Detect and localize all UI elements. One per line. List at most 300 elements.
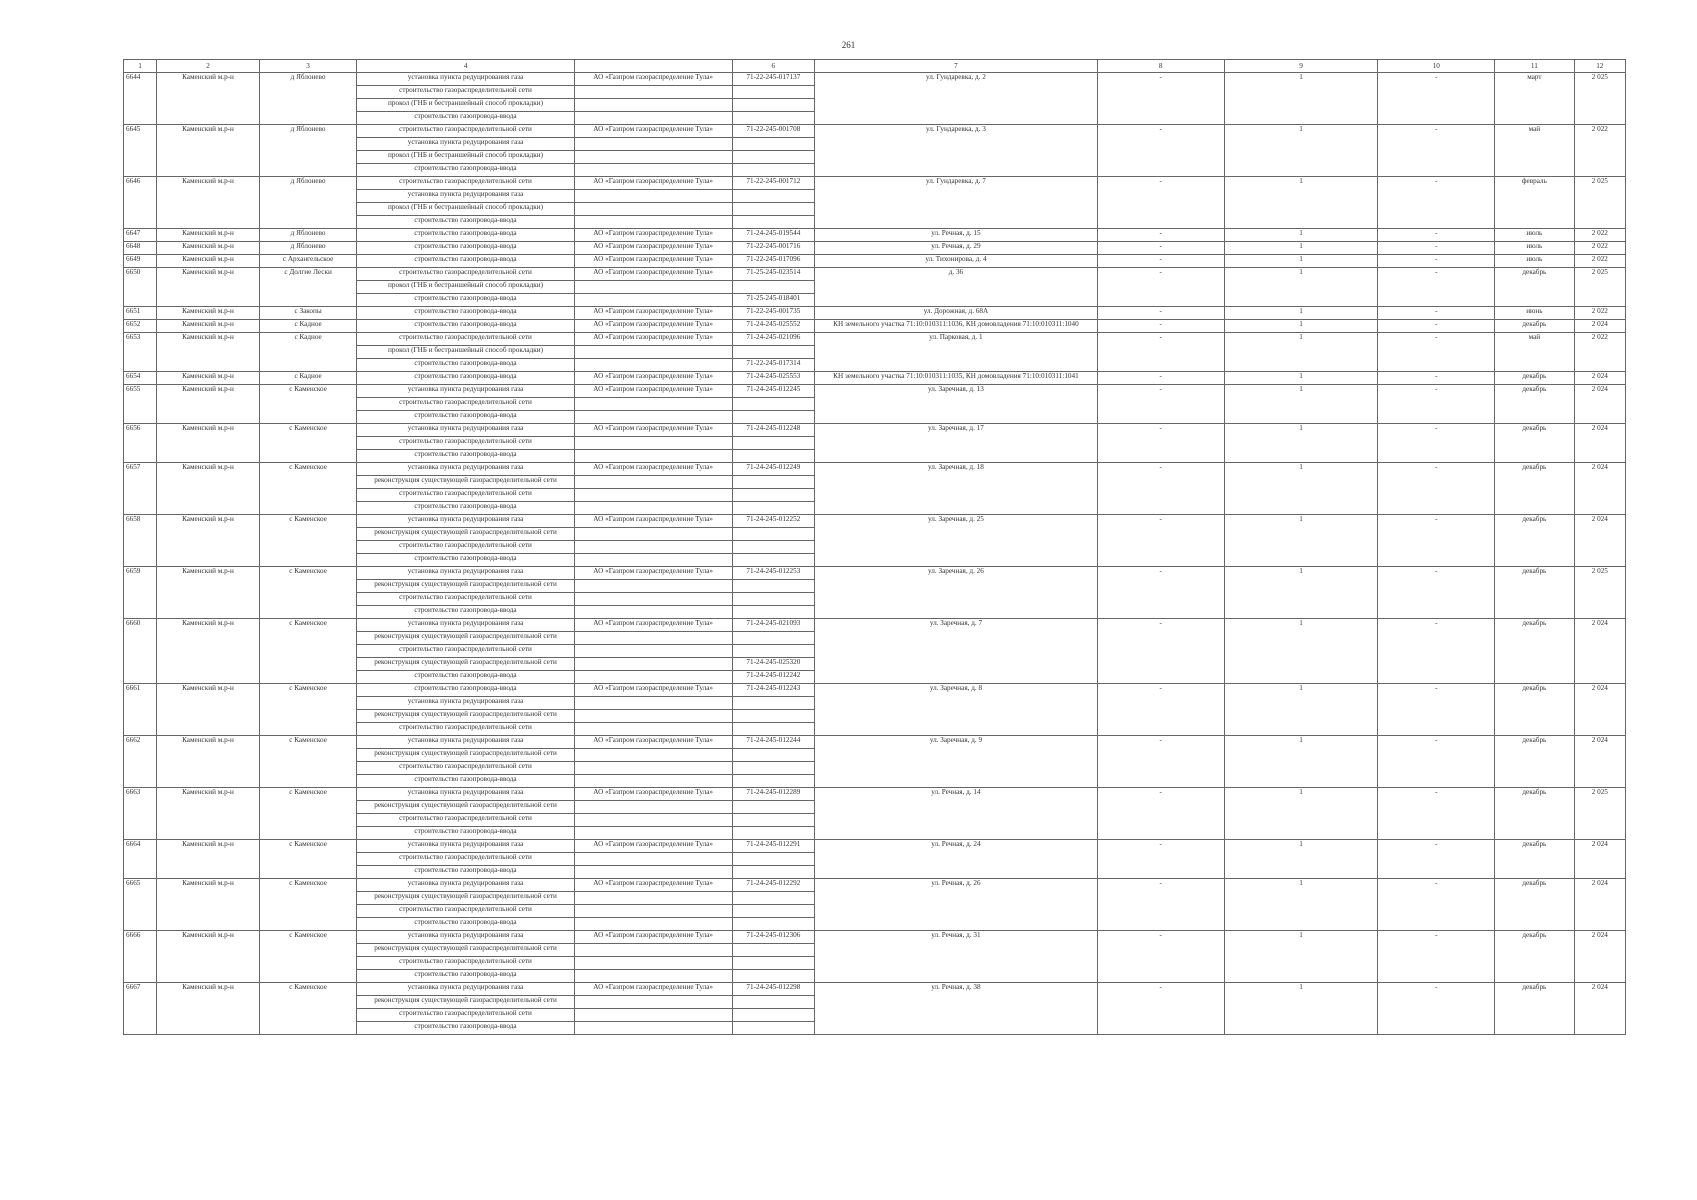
organization-cell: [574, 762, 732, 775]
col8-cell: -: [1097, 125, 1224, 177]
record-id-cell: 6661: [124, 684, 157, 736]
address-cell: ул. Речная, д. 38: [815, 983, 1098, 1035]
col9-cell: 1: [1224, 879, 1378, 931]
work-type-cell: прокол (ГНБ и бестраншейный способ прокладки): [357, 151, 574, 164]
col10-cell: -: [1378, 372, 1495, 385]
col8-cell: -: [1097, 229, 1224, 242]
work-type-cell: строительство газораспределительной сети: [357, 905, 574, 918]
organization-cell: [574, 853, 732, 866]
code-cell: [732, 411, 814, 424]
work-type-cell: установка пункта редуцирования газа: [357, 190, 574, 203]
col8-cell: -: [1097, 333, 1224, 372]
district-cell: Каменский м.р-н: [157, 307, 260, 320]
year-cell: 2 024: [1574, 385, 1625, 424]
address-cell: ул. Дорожная, д. 68А: [815, 307, 1098, 320]
code-cell: [732, 450, 814, 463]
year-cell: 2 025: [1574, 177, 1625, 229]
table-row: [124, 567, 1626, 580]
code-cell: 71-24-245-012253: [732, 567, 814, 580]
header-cell: 1: [124, 60, 157, 73]
locality-cell: д Яблонево: [259, 177, 357, 229]
organization-cell: [574, 970, 732, 983]
work-type-cell: строительство газораспределительной сети: [357, 853, 574, 866]
address-cell: ул. Заречная, д. 17: [815, 424, 1098, 463]
code-cell: [732, 632, 814, 645]
col10-cell: -: [1378, 463, 1495, 515]
organization-cell: АО «Газпром газораспределение Тула»: [574, 736, 732, 749]
code-cell: 71-24-245-012242: [732, 671, 814, 684]
col9-cell: 1: [1224, 736, 1378, 788]
work-type-cell: реконструкция существующей газораспределительной сети: [357, 749, 574, 762]
code-cell: [732, 398, 814, 411]
work-type-cell: строительство газораспределительной сети: [357, 541, 574, 554]
work-type-cell: строительство газопровода-ввода: [357, 671, 574, 684]
code-cell: [732, 892, 814, 905]
record-id-cell: 6654: [124, 372, 157, 385]
locality-cell: с Каменское: [259, 567, 357, 619]
month-cell: май: [1495, 125, 1574, 177]
code-cell: [732, 99, 814, 112]
work-type-cell: реконструкция существующей газораспределительной сети: [357, 710, 574, 723]
work-type-cell: реконструкция существующей газораспределительной сети: [357, 528, 574, 541]
col9-cell: 1: [1224, 242, 1378, 255]
table-row: [124, 255, 1626, 268]
month-cell: июнь: [1495, 307, 1574, 320]
col9-cell: 1: [1224, 125, 1378, 177]
code-cell: [732, 86, 814, 99]
organization-cell: [574, 892, 732, 905]
code-cell: [732, 528, 814, 541]
work-type-cell: прокол (ГНБ и бестраншейный способ прокладки): [357, 203, 574, 216]
work-type-cell: строительство газораспределительной сети: [357, 814, 574, 827]
month-cell: декабрь: [1495, 619, 1574, 684]
col9-cell: 1: [1224, 424, 1378, 463]
month-cell: декабрь: [1495, 788, 1574, 840]
table-row: [124, 307, 1626, 320]
district-cell: Каменский м.р-н: [157, 424, 260, 463]
col10-cell: -: [1378, 619, 1495, 684]
organization-cell: [574, 775, 732, 788]
code-cell: 71-24-245-012243: [732, 684, 814, 697]
col8-cell: -: [1097, 840, 1224, 879]
locality-cell: с Каменское: [259, 983, 357, 1035]
year-cell: 2 024: [1574, 515, 1625, 567]
header-cell: 6: [732, 60, 814, 73]
gasification-table: [123, 59, 1626, 1035]
work-type-cell: строительство газопровода-ввода: [357, 918, 574, 931]
code-cell: [732, 853, 814, 866]
work-type-cell: реконструкция существующей газораспределительной сети: [357, 996, 574, 1009]
col8-cell: -: [1097, 567, 1224, 619]
organization-cell: [574, 801, 732, 814]
work-type-cell: установка пункта редуцирования газа: [357, 424, 574, 437]
organization-cell: АО «Газпром газораспределение Тула»: [574, 385, 732, 398]
table-row: [124, 840, 1626, 853]
organization-cell: АО «Газпром газораспределение Тула»: [574, 320, 732, 333]
address-cell: ул. Речная, д. 24: [815, 840, 1098, 879]
table-row: [124, 385, 1626, 398]
record-id-cell: 6651: [124, 307, 157, 320]
code-cell: [732, 970, 814, 983]
month-cell: декабрь: [1495, 983, 1574, 1035]
table-row: [124, 242, 1626, 255]
address-cell: ул. Речная, д. 26: [815, 879, 1098, 931]
organization-cell: АО «Газпром газораспределение Тула»: [574, 879, 732, 892]
table-row: [124, 788, 1626, 801]
district-cell: Каменский м.р-н: [157, 125, 260, 177]
work-type-cell: строительство газопровода-ввода: [357, 866, 574, 879]
work-type-cell: строительство газораспределительной сети: [357, 957, 574, 970]
organization-cell: АО «Газпром газораспределение Тула»: [574, 177, 732, 190]
code-cell: [732, 996, 814, 1009]
work-type-cell: строительство газораспределительной сети: [357, 333, 574, 346]
year-cell: 2 024: [1574, 424, 1625, 463]
district-cell: Каменский м.р-н: [157, 463, 260, 515]
year-cell: 2 024: [1574, 931, 1625, 983]
address-cell: ул. Заречная, д. 18: [815, 463, 1098, 515]
col8-cell: -: [1097, 788, 1224, 840]
organization-cell: АО «Газпром газораспределение Тула»: [574, 788, 732, 801]
year-cell: 2 025: [1574, 788, 1625, 840]
work-type-cell: реконструкция существующей газораспределительной сети: [357, 801, 574, 814]
organization-cell: [574, 1022, 732, 1035]
work-type-cell: установка пункта редуцирования газа: [357, 515, 574, 528]
month-cell: декабрь: [1495, 931, 1574, 983]
record-id-cell: 6666: [124, 931, 157, 983]
month-cell: февраль: [1495, 177, 1574, 229]
page-number: 261: [841, 40, 856, 50]
work-type-cell: строительство газопровода-ввода: [357, 294, 574, 307]
col10-cell: -: [1378, 320, 1495, 333]
year-cell: 2 024: [1574, 840, 1625, 879]
district-cell: Каменский м.р-н: [157, 177, 260, 229]
code-cell: 71-22-245-017314: [732, 359, 814, 372]
code-cell: [732, 164, 814, 177]
code-cell: 71-24-245-012291: [732, 840, 814, 853]
col10-cell: -: [1378, 268, 1495, 307]
col8-cell: -: [1097, 268, 1224, 307]
col8-cell: -: [1097, 424, 1224, 463]
organization-cell: [574, 645, 732, 658]
year-cell: 2 025: [1574, 268, 1625, 307]
table-row: [124, 333, 1626, 346]
district-cell: Каменский м.р-н: [157, 879, 260, 931]
code-cell: [732, 710, 814, 723]
work-type-cell: реконструкция существующей газораспределительной сети: [357, 632, 574, 645]
month-cell: июль: [1495, 255, 1574, 268]
work-type-cell: прокол (ГНБ и бестраншейный способ прокладки): [357, 346, 574, 359]
organization-cell: АО «Газпром газораспределение Тула»: [574, 515, 732, 528]
locality-cell: с Каменское: [259, 463, 357, 515]
organization-cell: АО «Газпром газораспределение Тула»: [574, 463, 732, 476]
col8-cell: -: [1097, 255, 1224, 268]
month-cell: декабрь: [1495, 385, 1574, 424]
code-cell: [732, 801, 814, 814]
locality-cell: с Каменское: [259, 424, 357, 463]
organization-cell: [574, 151, 732, 164]
organization-cell: АО «Газпром газораспределение Тула»: [574, 424, 732, 437]
district-cell: Каменский м.р-н: [157, 268, 260, 307]
code-cell: [732, 749, 814, 762]
year-cell: 2 022: [1574, 255, 1625, 268]
header-cell: 11: [1495, 60, 1574, 73]
col10-cell: -: [1378, 125, 1495, 177]
code-cell: 71-24-245-019544: [732, 229, 814, 242]
col9-cell: 1: [1224, 268, 1378, 307]
locality-cell: с Каменское: [259, 385, 357, 424]
col9-cell: 1: [1224, 684, 1378, 736]
table-row: [124, 931, 1626, 944]
record-id-cell: 6660: [124, 619, 157, 684]
col10-cell: -: [1378, 684, 1495, 736]
header-cell: 3: [259, 60, 357, 73]
code-cell: [732, 905, 814, 918]
code-cell: 71-22-245-001708: [732, 125, 814, 138]
organization-cell: [574, 671, 732, 684]
work-type-cell: строительство газопровода-ввода: [357, 502, 574, 515]
work-type-cell: установка пункта редуцирования газа: [357, 983, 574, 996]
address-cell: ул. Парковая, д. 1: [815, 333, 1098, 372]
address-cell: ул. Гундаревка, д. 2: [815, 73, 1098, 125]
organization-cell: [574, 476, 732, 489]
locality-cell: с Каменское: [259, 736, 357, 788]
col10-cell: -: [1378, 567, 1495, 619]
work-type-cell: строительство газораспределительной сети: [357, 86, 574, 99]
work-type-cell: строительство газопровода-ввода: [357, 1022, 574, 1035]
table-row: [124, 983, 1626, 996]
organization-cell: [574, 697, 732, 710]
code-cell: [732, 580, 814, 593]
district-cell: Каменский м.р-н: [157, 385, 260, 424]
col10-cell: -: [1378, 788, 1495, 840]
code-cell: [732, 437, 814, 450]
organization-cell: [574, 359, 732, 372]
code-cell: 71-24-245-012289: [732, 788, 814, 801]
month-cell: декабрь: [1495, 840, 1574, 879]
col9-cell: 1: [1224, 840, 1378, 879]
organization-cell: АО «Газпром газораспределение Тула»: [574, 255, 732, 268]
address-cell: ул. Тихонирова, д. 4: [815, 255, 1098, 268]
col10-cell: -: [1378, 983, 1495, 1035]
work-type-cell: установка пункта редуцирования газа: [357, 73, 574, 86]
address-cell: д. 36: [815, 268, 1098, 307]
table-row: [124, 320, 1626, 333]
organization-cell: [574, 99, 732, 112]
code-cell: 71-25-245-018401: [732, 294, 814, 307]
table-row: [124, 372, 1626, 385]
code-cell: 71-24-245-012298: [732, 983, 814, 996]
district-cell: Каменский м.р-н: [157, 255, 260, 268]
district-cell: Каменский м.р-н: [157, 515, 260, 567]
table-row: [124, 619, 1626, 632]
record-id-cell: 6658: [124, 515, 157, 567]
col10-cell: -: [1378, 840, 1495, 879]
address-cell: КН земельного участка 71:10:010311:1036, КН домовладения 71:10:010311:1040: [815, 320, 1098, 333]
organization-cell: АО «Газпром газораспределение Тула»: [574, 307, 732, 320]
col9-cell: 1: [1224, 385, 1378, 424]
code-cell: [732, 762, 814, 775]
work-type-cell: строительство газопровода-ввода: [357, 307, 574, 320]
code-cell: [732, 814, 814, 827]
code-cell: 71-25-245-023514: [732, 268, 814, 281]
year-cell: 2 024: [1574, 320, 1625, 333]
organization-cell: [574, 580, 732, 593]
col9-cell: 1: [1224, 229, 1378, 242]
month-cell: май: [1495, 333, 1574, 372]
locality-cell: с Архангельское: [259, 255, 357, 268]
work-type-cell: строительство газопровода-ввода: [357, 359, 574, 372]
record-id-cell: 6647: [124, 229, 157, 242]
organization-cell: [574, 489, 732, 502]
year-cell: 2 024: [1574, 879, 1625, 931]
address-cell: ул. Речная, д. 29: [815, 242, 1098, 255]
locality-cell: с Каменское: [259, 619, 357, 684]
locality-cell: д Яблонево: [259, 242, 357, 255]
work-type-cell: строительство газораспределительной сети: [357, 125, 574, 138]
district-cell: Каменский м.р-н: [157, 73, 260, 125]
record-id-cell: 6663: [124, 788, 157, 840]
work-type-cell: строительство газопровода-ввода: [357, 775, 574, 788]
code-cell: [732, 216, 814, 229]
code-cell: 71-24-245-012248: [732, 424, 814, 437]
col9-cell: 1: [1224, 320, 1378, 333]
code-cell: [732, 138, 814, 151]
organization-cell: [574, 203, 732, 216]
col8-cell: -: [1097, 320, 1224, 333]
year-cell: 2 024: [1574, 736, 1625, 788]
code-cell: [732, 918, 814, 931]
code-cell: 71-24-245-012252: [732, 515, 814, 528]
code-cell: 71-24-245-025553: [732, 372, 814, 385]
work-type-cell: прокол (ГНБ и бестраншейный способ прокладки): [357, 281, 574, 294]
col8-cell: -: [1097, 385, 1224, 424]
organization-cell: [574, 294, 732, 307]
organization-cell: [574, 411, 732, 424]
col9-cell: 1: [1224, 177, 1378, 229]
work-type-cell: строительство газопровода-ввода: [357, 164, 574, 177]
district-cell: Каменский м.р-н: [157, 788, 260, 840]
month-cell: июль: [1495, 229, 1574, 242]
col9-cell: 1: [1224, 255, 1378, 268]
col9-cell: 1: [1224, 619, 1378, 684]
locality-cell: д Яблонево: [259, 73, 357, 125]
work-type-cell: строительство газопровода-ввода: [357, 229, 574, 242]
organization-cell: [574, 502, 732, 515]
record-id-cell: 6646: [124, 177, 157, 229]
organization-cell: АО «Газпром газораспределение Тула»: [574, 983, 732, 996]
organization-cell: АО «Газпром газораспределение Тула»: [574, 125, 732, 138]
col10-cell: -: [1378, 424, 1495, 463]
work-type-cell: установка пункта редуцирования газа: [357, 879, 574, 892]
locality-cell: д Яблонево: [259, 125, 357, 177]
organization-cell: АО «Газпром газораспределение Тула»: [574, 333, 732, 346]
district-cell: Каменский м.р-н: [157, 619, 260, 684]
month-cell: декабрь: [1495, 268, 1574, 307]
record-id-cell: 6656: [124, 424, 157, 463]
organization-cell: [574, 827, 732, 840]
organization-cell: [574, 632, 732, 645]
code-cell: [732, 606, 814, 619]
table-row: [124, 229, 1626, 242]
organization-cell: [574, 437, 732, 450]
organization-cell: [574, 944, 732, 957]
table-row: [124, 684, 1626, 697]
work-type-cell: установка пункта редуцирования газа: [357, 788, 574, 801]
col8-cell: -: [1097, 177, 1224, 229]
district-cell: Каменский м.р-н: [157, 684, 260, 736]
month-cell: декабрь: [1495, 372, 1574, 385]
record-id-cell: 6644: [124, 73, 157, 125]
work-type-cell: установка пункта редуцирования газа: [357, 567, 574, 580]
address-cell: ул. Речная, д. 14: [815, 788, 1098, 840]
code-cell: [732, 190, 814, 203]
year-cell: 2 024: [1574, 463, 1625, 515]
work-type-cell: строительство газораспределительной сети: [357, 437, 574, 450]
table-row: [124, 268, 1626, 281]
work-type-cell: установка пункта редуцирования газа: [357, 138, 574, 151]
code-cell: 71-24-245-021093: [732, 619, 814, 632]
col9-cell: 1: [1224, 463, 1378, 515]
month-cell: декабрь: [1495, 684, 1574, 736]
organization-cell: [574, 346, 732, 359]
locality-cell: д Яблонево: [259, 229, 357, 242]
col8-cell: -: [1097, 73, 1224, 125]
code-cell: [732, 554, 814, 567]
table-row: [124, 424, 1626, 437]
organization-cell: [574, 190, 732, 203]
work-type-cell: строительство газораспределительной сети: [357, 593, 574, 606]
code-cell: 71-24-245-021096: [732, 333, 814, 346]
code-cell: 71-22-245-017137: [732, 73, 814, 86]
work-type-cell: строительство газораспределительной сети: [357, 489, 574, 502]
month-cell: декабрь: [1495, 424, 1574, 463]
month-cell: декабрь: [1495, 879, 1574, 931]
work-type-cell: строительство газопровода-ввода: [357, 450, 574, 463]
col10-cell: -: [1378, 333, 1495, 372]
year-cell: 2 024: [1574, 983, 1625, 1035]
district-cell: Каменский м.р-н: [157, 320, 260, 333]
year-cell: 2 024: [1574, 619, 1625, 684]
col10-cell: -: [1378, 307, 1495, 320]
work-type-cell: установка пункта редуцирования газа: [357, 619, 574, 632]
header-cell: 8: [1097, 60, 1224, 73]
locality-cell: с Каменское: [259, 931, 357, 983]
month-cell: декабрь: [1495, 463, 1574, 515]
month-cell: декабрь: [1495, 320, 1574, 333]
code-cell: 71-24-245-012245: [732, 385, 814, 398]
organization-cell: [574, 658, 732, 671]
col9-cell: 1: [1224, 515, 1378, 567]
organization-cell: [574, 593, 732, 606]
col10-cell: -: [1378, 255, 1495, 268]
work-type-cell: строительство газораспределительной сети: [357, 398, 574, 411]
code-cell: [732, 827, 814, 840]
code-cell: [732, 944, 814, 957]
organization-cell: [574, 164, 732, 177]
col10-cell: -: [1378, 736, 1495, 788]
organization-cell: АО «Газпром газораспределение Тула»: [574, 567, 732, 580]
district-cell: Каменский м.р-н: [157, 567, 260, 619]
district-cell: Каменский м.р-н: [157, 372, 260, 385]
organization-cell: АО «Газпром газораспределение Тула»: [574, 372, 732, 385]
record-id-cell: 6667: [124, 983, 157, 1035]
address-cell: ул. Заречная, д. 9: [815, 736, 1098, 788]
work-type-cell: строительство газораспределительной сети: [357, 177, 574, 190]
organization-cell: [574, 905, 732, 918]
work-type-cell: установка пункта редуцирования газа: [357, 463, 574, 476]
district-cell: Каменский м.р-н: [157, 242, 260, 255]
code-cell: [732, 645, 814, 658]
